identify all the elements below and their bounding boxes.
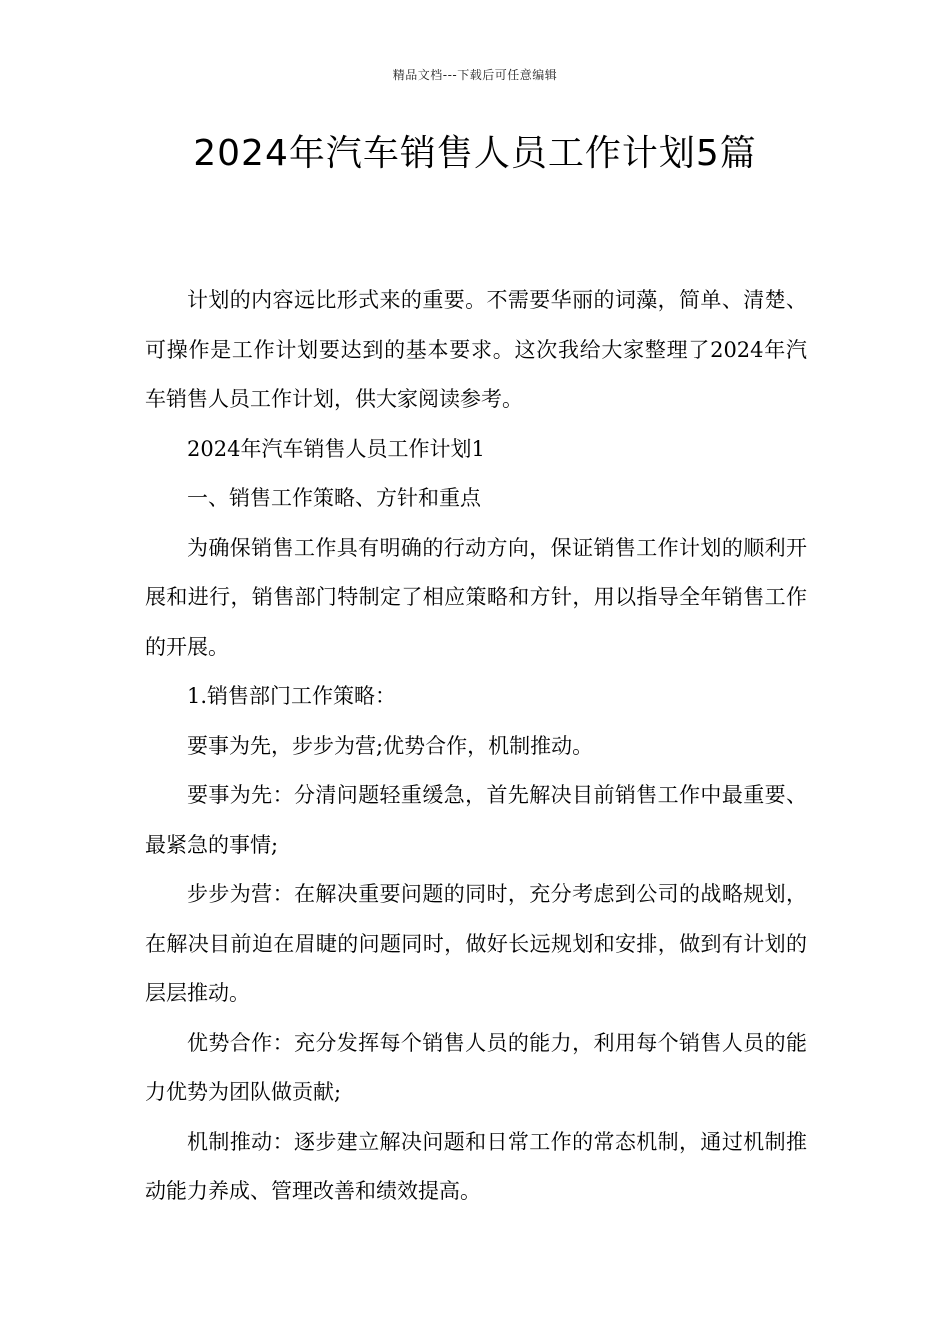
header-note: 精品文档---下载后可任意编辑 <box>392 68 558 82</box>
intro-paragraph: 计划的内容远比形式来的重要。不需要华丽的词藻，简单、清楚、可操作是工作计划要达到的基本要求。这次我给大家整理了2024年汽车销售人员工作计划，供大家阅读参考。 <box>145 288 807 411</box>
document-body <box>145 276 807 1217</box>
strategy-summary: 要事为先，步步为营;优势合作，机制推动。 <box>187 733 594 758</box>
list-item-advantage-cooperation: 优势合作：充分发挥每个销售人员的能力，利用每个销售人员的能力优势为团队做贡献; <box>145 1030 807 1104</box>
section-heading-strategy: 一、销售工作策略、方针和重点 <box>187 486 481 510</box>
list-item-step-by-step: 步步为营：在解决重要问题的同时，充分考虑到公司的战略规划，在解决目前迫在眉睫的问题同时，做好长远规划和安排，做到有计划的层层推动。 <box>145 882 807 1005</box>
section-heading-plan-1: 2024年汽车销售人员工作计划1 <box>187 436 485 461</box>
list-item-priority-first: 要事为先：分清问题轻重缓急，首先解决目前销售工作中最重要、最紧急的事情; <box>145 783 807 857</box>
subheading-sales-strategy: 1.销售部门工作策略： <box>187 684 397 708</box>
document-title: 2024年汽车销售人员工作计划5篇 <box>193 133 757 174</box>
strategy-paragraph: 为确保销售工作具有明确的行动方向，保证销售工作计划的顺利开展和进行，销售部门特制定了相应策略和方针，用以指导全年销售工作的开展。 <box>145 535 807 659</box>
list-item-mechanism-driven: 机制推动：逐步建立解决问题和日常工作的常态机制，通过机制推动能力养成、管理改善和绩效提高。 <box>145 1129 807 1203</box>
